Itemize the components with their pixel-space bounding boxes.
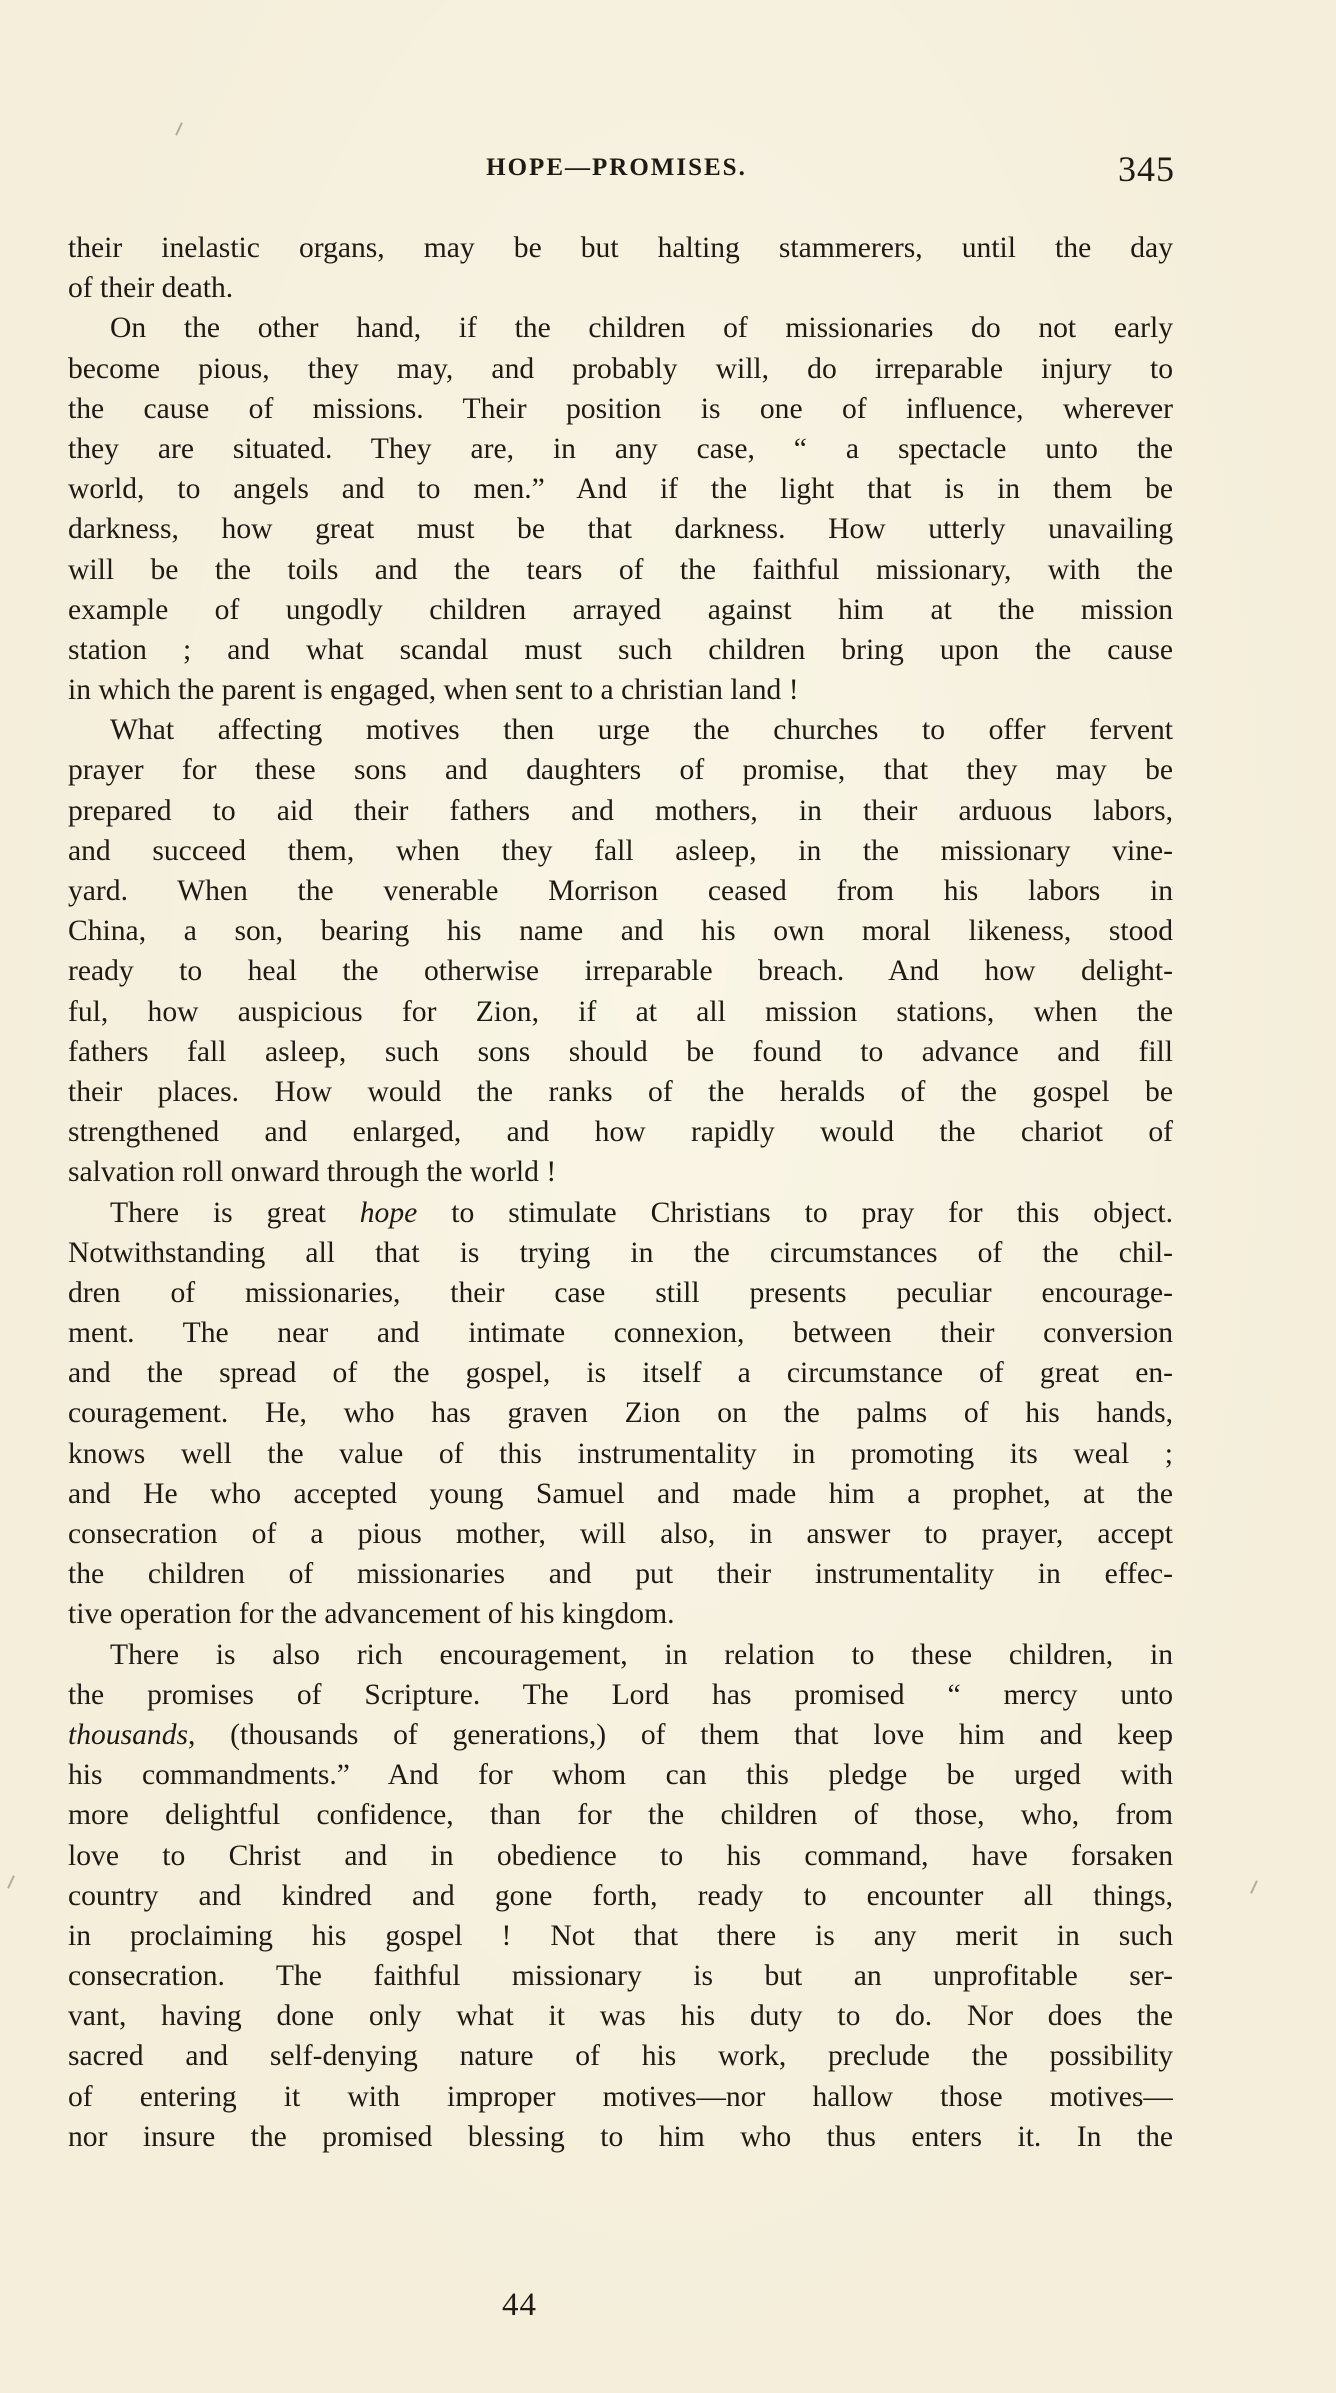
stray-ink-mark bbox=[1250, 1880, 1258, 1894]
text-line: strengthened and enlarged, and how rapidly would the chariot of bbox=[68, 1116, 1173, 1149]
text-line: What affecting motives then urge the churches to offer fervent bbox=[110, 714, 1173, 747]
text-line: ready to heal the otherwise irreparable breach. And how delight- bbox=[68, 955, 1173, 988]
text-line: their inelastic organs, may be but halting stammerers, until the day bbox=[68, 232, 1173, 264]
text-line: and He who accepted young Samuel and made him a prophet, at the bbox=[68, 1477, 1173, 1510]
text-line: of entering it with improper motives—nor hallow those motives— bbox=[68, 2080, 1173, 2113]
text-line: consecration. The faithful missionary is but an unprofitable ser- bbox=[68, 1960, 1173, 1993]
body-text bbox=[68, 228, 1173, 2157]
text-line: ful, how auspicious for Zion, if at all mission stations, when the bbox=[68, 995, 1173, 1028]
stray-ink-mark bbox=[175, 122, 183, 136]
running-title: HOPE—PROMISES. bbox=[486, 154, 747, 181]
text-line: his commandments.” And for whom can this pledge be urged with bbox=[68, 1759, 1173, 1792]
text-line: of their death. bbox=[68, 272, 234, 305]
text-line: consecration of a pious mother, will also, in answer to prayer, accept bbox=[68, 1518, 1173, 1550]
text-line: fathers fall asleep, such sons should be found to advance and fill bbox=[68, 1035, 1173, 1068]
text-line: thousands, (thousands of generations,) of them that love him and keep bbox=[68, 1718, 1173, 1751]
text-line: yard. When the venerable Morrison ceased from his labors in bbox=[68, 875, 1173, 907]
text-line: On the other hand, if the children of missionaries do not early bbox=[110, 312, 1173, 345]
signature-mark: 44 bbox=[502, 2287, 537, 2323]
text-line: become pious, they may, and probably will, do irreparable injury to bbox=[68, 352, 1173, 385]
stray-ink-mark bbox=[7, 1875, 15, 1889]
text-line: more delightful confidence, than for the children of those, who, from bbox=[68, 1799, 1173, 1832]
page-number: 345 bbox=[1118, 149, 1175, 189]
text-line: salvation roll onward through the world ! bbox=[68, 1156, 557, 1189]
text-line: example of ungodly children arrayed against him at the mission bbox=[68, 593, 1173, 626]
text-line: dren of missionaries, their case still presents peculiar encourage- bbox=[68, 1276, 1173, 1309]
text-line: and succeed them, when they fall asleep, in the missionary vine- bbox=[68, 834, 1173, 867]
text-line: love to Christ and in obedience to his command, have forsaken bbox=[68, 1839, 1173, 1872]
text-line: will be the toils and the tears of the faithful missionary, with the bbox=[68, 553, 1173, 586]
text-line: vant, having done only what it was his duty to do. Nor does the bbox=[68, 2000, 1173, 2033]
text-line: the children of missionaries and put their instrumentality in effec- bbox=[68, 1558, 1173, 1591]
text-line: their places. How would the ranks of the heralds of the gospel be bbox=[68, 1075, 1173, 1108]
text-line: Notwithstanding all that is trying in the circumstances of the chil- bbox=[68, 1236, 1173, 1269]
text-line: world, to angels and to men.” And if the light that is in them be bbox=[68, 473, 1173, 506]
running-head bbox=[60, 148, 1173, 188]
text-line: darkness, how great must be that darkness. How utterly unavailing bbox=[68, 513, 1173, 546]
text-line: tive operation for the advancement of his kingdom. bbox=[68, 1598, 675, 1631]
text-line: There is also rich encouragement, in relation to these children, in bbox=[110, 1638, 1173, 1671]
text-line: they are situated. They are, in any case, “ a spectacle unto the bbox=[68, 432, 1173, 465]
text-line: country and kindred and gone forth, ready to encounter all things, bbox=[68, 1879, 1173, 1912]
text-line: station ; and what scandal must such children bring upon the cause bbox=[68, 633, 1173, 666]
text-line: sacred and self-denying nature of his work, preclude the possibility bbox=[68, 2040, 1173, 2073]
text-line: nor insure the promised blessing to him who thus enters it. In the bbox=[68, 2120, 1173, 2153]
text-line: in which the parent is engaged, when sent to a christian land ! bbox=[68, 674, 799, 707]
text-line: prepared to aid their fathers and mothers, in their arduous labors, bbox=[68, 794, 1173, 827]
text-line: the promises of Scripture. The Lord has promised “ mercy unto bbox=[68, 1678, 1173, 1711]
text-line: in proclaiming his gospel ! Not that there is any merit in such bbox=[68, 1919, 1173, 1952]
text-line: couragement. He, who has graven Zion on the palms of his hands, bbox=[68, 1397, 1173, 1430]
text-line: knows well the value of this instrumentality in promoting its weal ; bbox=[68, 1437, 1173, 1470]
text-line: ment. The near and intimate connexion, between their conversion bbox=[68, 1317, 1173, 1350]
text-line: China, a son, bearing his name and his own moral likeness, stood bbox=[68, 915, 1173, 948]
text-line: There is great hope to stimulate Christians to pray for this object. bbox=[110, 1196, 1173, 1229]
text-line: prayer for these sons and daughters of promise, that they may be bbox=[68, 754, 1173, 787]
text-line: and the spread of the gospel, is itself a circumstance of great en- bbox=[68, 1357, 1173, 1390]
text-line: the cause of missions. Their position is one of influence, wherever bbox=[68, 392, 1173, 425]
